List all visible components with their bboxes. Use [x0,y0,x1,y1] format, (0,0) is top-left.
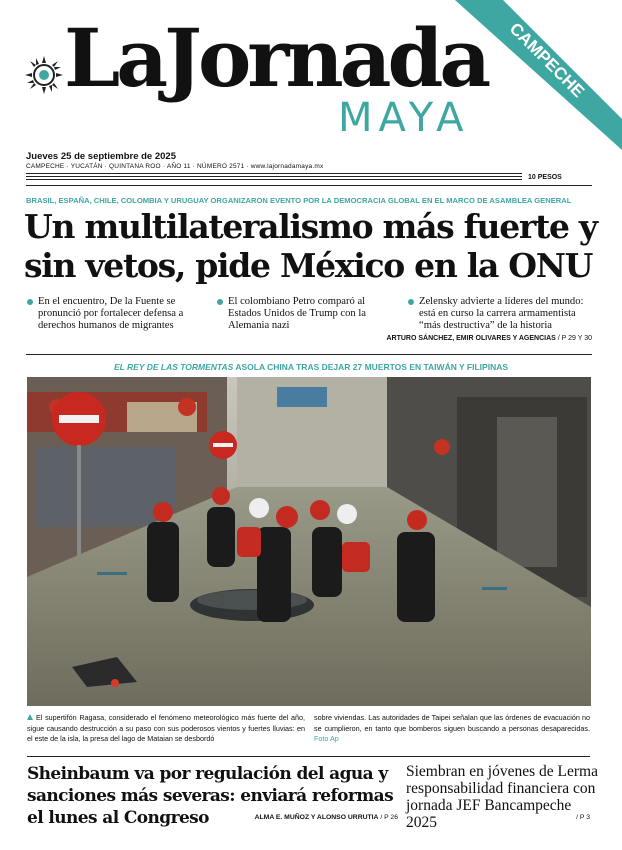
bullet-dot-icon [27,299,33,305]
story-byline: ALMA E. MUÑOZ Y ALONSO URRUTIA / P 26 [254,814,398,821]
masthead-subtitle: MAYA [338,95,470,141]
photo-kicker: EL REY DE LAS TORMENTAS ASOLA CHINA TRAS DEJAR 27 MUERTOS EN TAIWÁN Y FILIPINAS [113,362,509,372]
issue-metadata: CAMPECHE · YUCATÁN · QUINTANA ROO · AÑO 11 · NÚMERO 2571 · www.lajornadamaya.mx [26,163,324,170]
divider [26,354,592,355]
divider [26,179,522,180]
masthead [0,0,622,150]
bullet-dot-icon [217,299,223,305]
edition-ribbon-label: CAMPECHE [505,18,589,102]
divider [26,173,522,174]
divider [26,176,522,177]
price-tag: 10 PESOS [528,174,562,181]
lead-headline-line: Un multilateralismo más fuerte y [24,207,597,246]
lead-headline[interactable] [24,207,604,285]
caption-triangle-icon [27,714,33,720]
story-page-ref: / P 3 [576,814,590,821]
lead-kicker: BRASIL, ESPAÑA, CHILE, COLOMBIA Y URUGUAY ORGANIZARON EVENTO POR LA DEMOCRACIA GLOBAL EN EL MARCO DE ASAMBLEA GENERAL [26,196,572,205]
sun-logo-icon [24,55,64,95]
lead-headline-line: sin vetos, pide México en la ONU [24,246,593,285]
photo-caption: El supertifón Ragasa, considerado el fenómeno meteorológico más fuerte del año, sigue causando destrucción a su paso con sus poderosos vientos y fuertes lluvias: en el este de la isla, la presa del lago de Mataian se desbordó [27,713,305,743]
lead-byline: ARTURO SÁNCHEZ, EMIR OLIVARES Y AGENCIAS / P 29 Y 30 [386,335,592,342]
flood-rescue-photo[interactable] [27,377,591,706]
story-headline[interactable]: Siembran en jóvenes de Lerma responsabilidad financiera con jornada JEF Bancampeche 2025 [406,763,598,831]
divider [27,756,590,757]
story-headline[interactable]: Sheinbaum va por regulación del agua y sanciones más severas: enviará reformas el lunes al Congreso [27,764,394,828]
lead-bullet: Zelensky advierte a líderes del mundo: está en curso la carrera armamentista “más destructiva” de la historia [408,296,594,332]
bullet-dot-icon [408,299,414,305]
photo-credit: Foto Ap [314,734,339,743]
lead-bullet: El colombiano Petro comparó al Estados Unidos de Trump con la Alemania nazi [217,296,397,332]
photo-caption: sobre viviendas. Las autoridades de Taipei señalan que las órdenes de evacuación no se cumplieron, en tanto que bomberos siguen buscando a personas desaparecidas. Foto Ap [314,713,590,743]
issue-date: Jueves 25 de septiembre de 2025 [26,151,176,162]
divider [26,185,592,186]
lead-bullet: En el encuentro, De la Fuente se pronunció por fortalecer defensa a derechos humanos de migrantes [27,296,207,332]
edition-ribbon [455,0,622,150]
masthead-logo: LaJornada [64,11,488,105]
